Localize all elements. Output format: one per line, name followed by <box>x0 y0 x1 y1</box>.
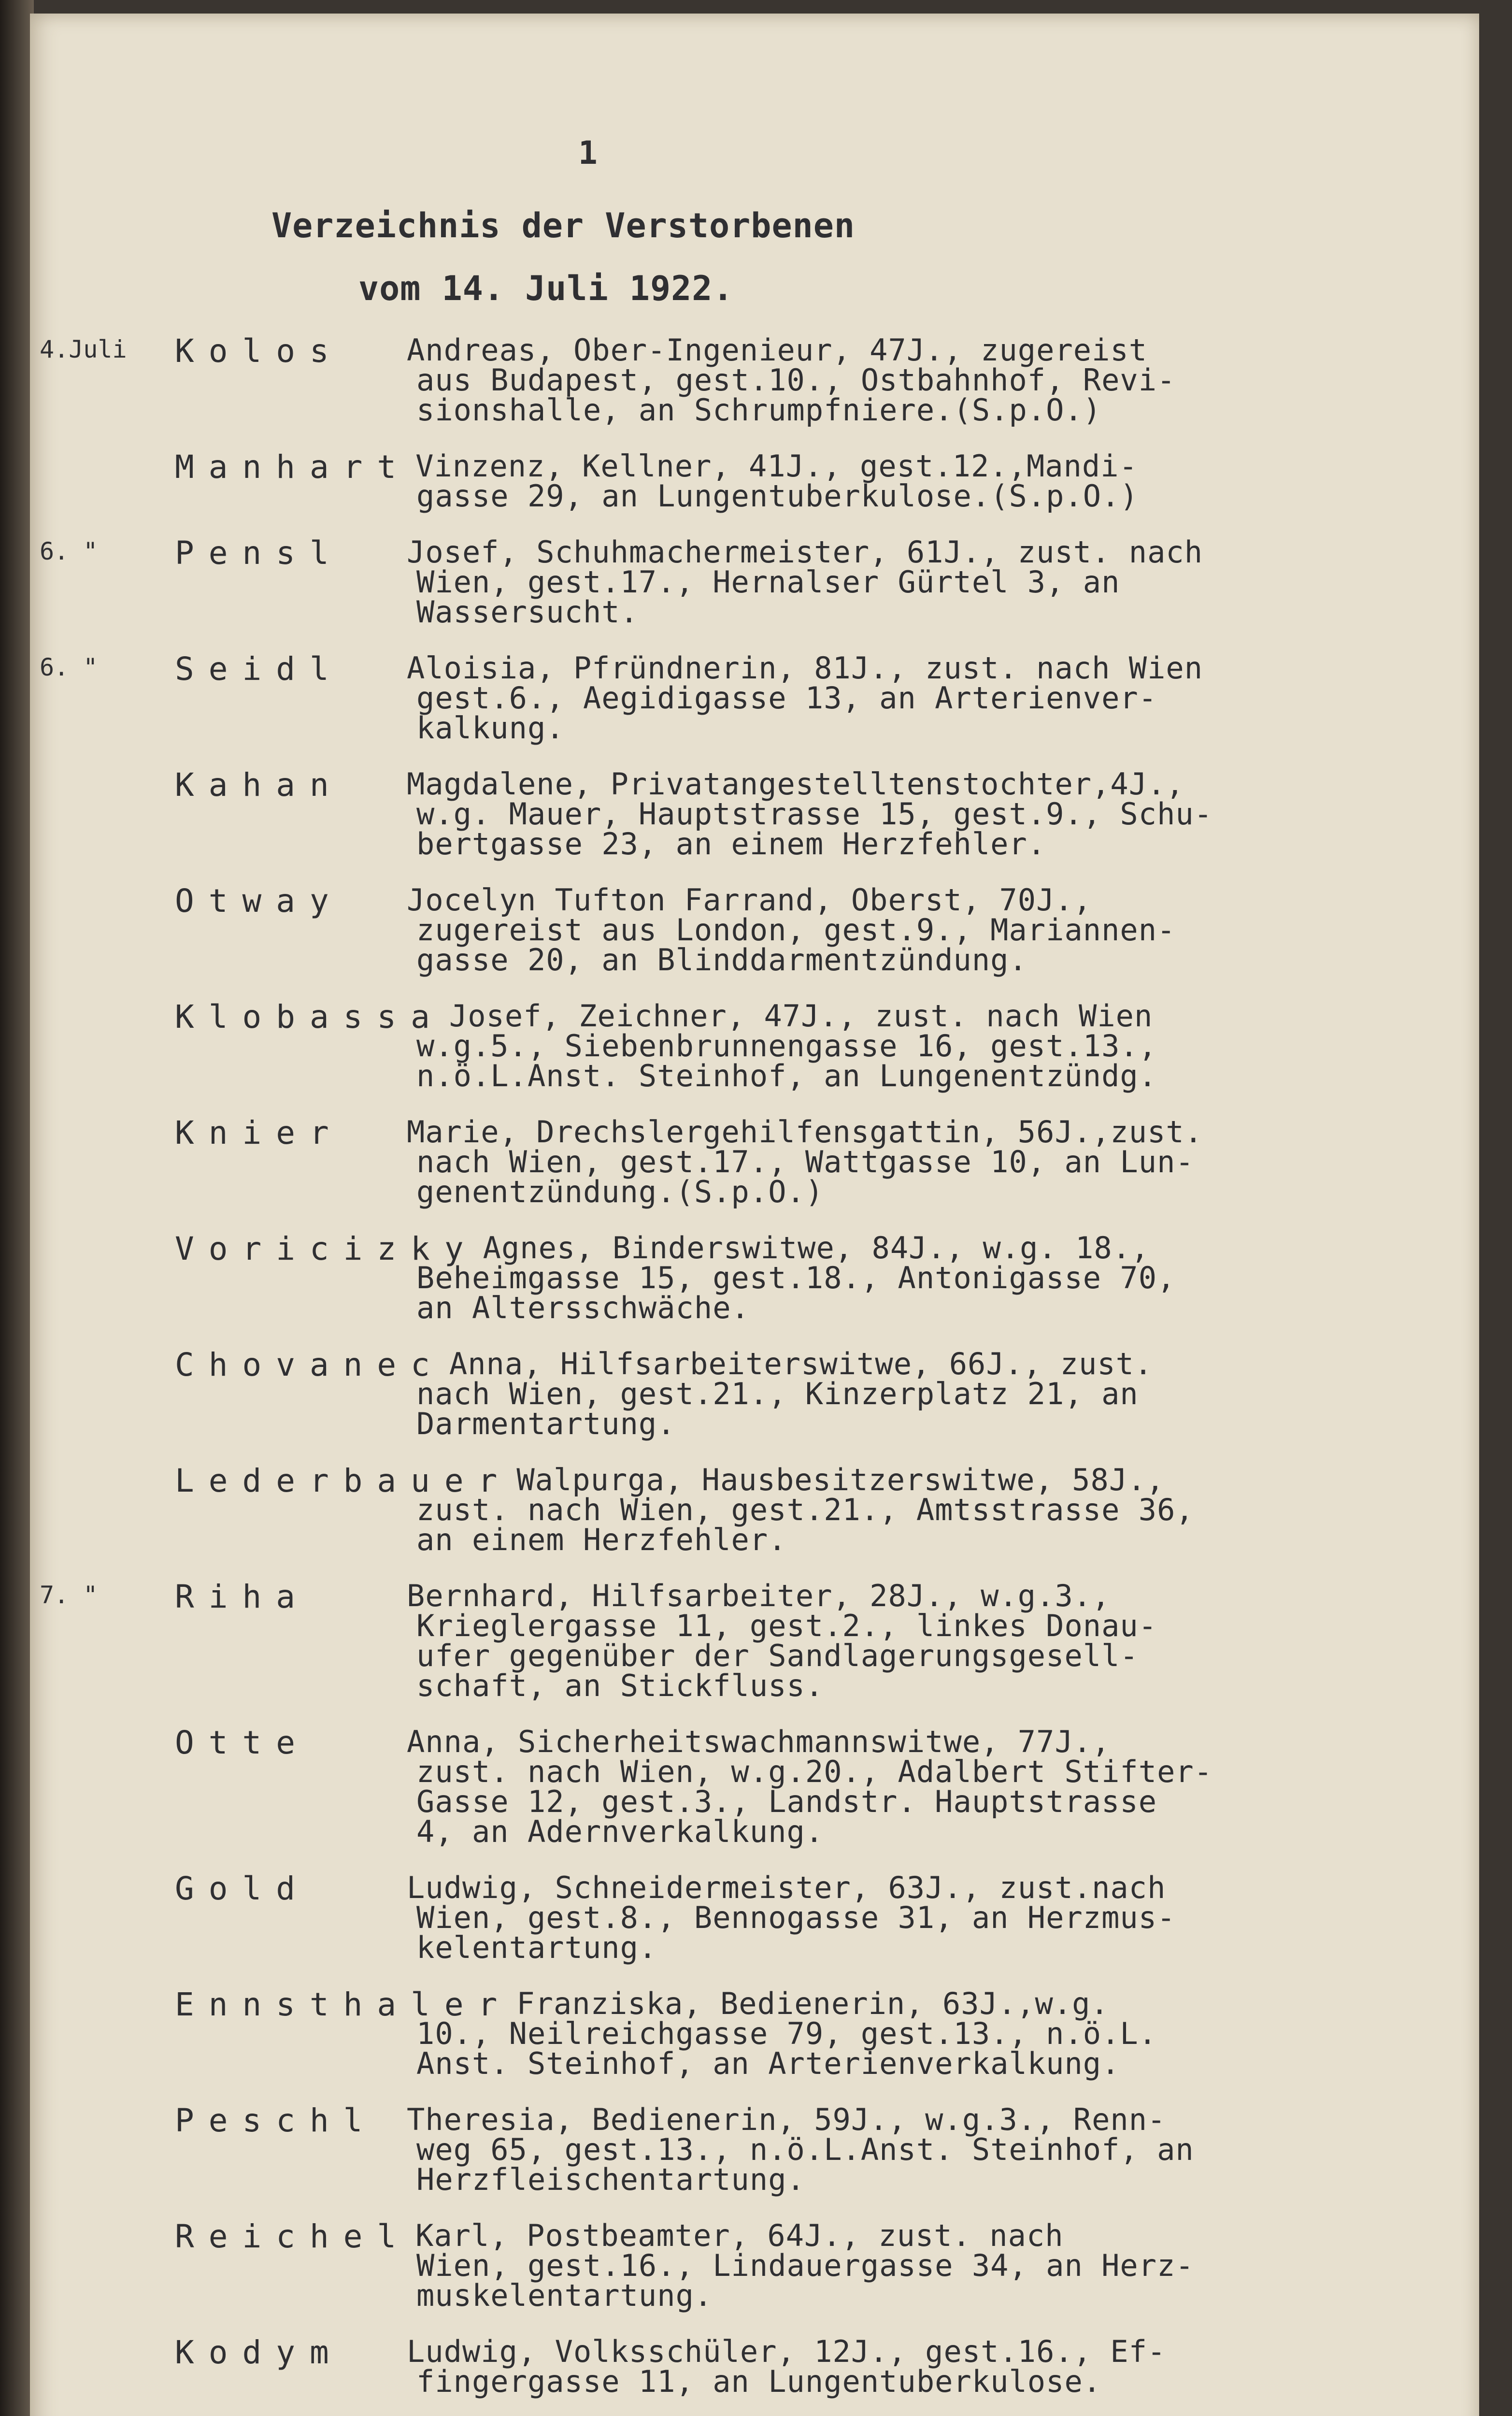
entry-text-line: aus Budapest, gest.10., Ostbahnhof, Revi- <box>416 362 1176 398</box>
entry-text-line: Beheimgasse 15, gest.18., Antonigasse 70, <box>416 1260 1176 1295</box>
entry-text-line: Magdalene, Privatangestelltenstochter,4J., <box>407 766 1184 802</box>
entry-text-line: Ludwig, Schneidermeister, 63J., zust.nach <box>407 1870 1166 1905</box>
entry-surname: Gold <box>175 1870 310 1907</box>
entry-date: 6. " <box>40 653 98 681</box>
entry-surname: Kodym <box>175 2334 343 2371</box>
entry-text-line: genentzündung.(S.p.O.) <box>416 1174 824 1209</box>
entry-text-line: n.ö.L.Anst. Steinhof, an Lungenentzündg. <box>416 1058 1157 1093</box>
entry-text-line: bertgasse 23, an einem Herzfehler. <box>416 826 1046 862</box>
entry-surname: Lederbauer <box>175 1462 512 1499</box>
entry-text-line: Aloisia, Pfründnerin, 81J., zust. nach Wien <box>407 650 1203 686</box>
entry-text-line: kalkung. <box>416 710 565 746</box>
entry-surname: Peschl <box>175 2102 377 2139</box>
entry-surname: Kolos <box>175 332 343 370</box>
entry-text-line: Anna, Sicherheitswachmannswitwe, 77J., <box>407 1724 1111 1759</box>
entry-text-line: fingergasse 11, an Lungentuberkulose. <box>416 2364 1102 2399</box>
entry-text-line: Anna, Hilfsarbeiterswitwe, 66J., zust. <box>449 1346 1153 1381</box>
entry-text-line: 10., Neilreichgasse 79, gest.13., n.ö.L. <box>416 2016 1157 2051</box>
entry-text-line: an Altersschwäche. <box>416 1290 750 1325</box>
entry-surname: Voricizky <box>175 1230 478 1267</box>
entry-text-line: Krieglergasse 11, gest.2., linkes Donau- <box>416 1608 1157 1643</box>
entry-surname: Otte <box>175 1724 310 1761</box>
entry-text-line: muskelentartung. <box>416 2278 713 2313</box>
entry-text-line: Herzfleischentartung. <box>416 2162 805 2197</box>
entry-text-line: Agnes, Binderswitwe, 84J., w.g. 18., <box>483 1230 1150 1266</box>
entry-text-line: zust. nach Wien, gest.21., Amtsstrasse 36, <box>416 1492 1194 1527</box>
entry-text-line: Marie, Drechslergehilfensgattin, 56J.,zust. <box>407 1114 1203 1150</box>
entry-date: 6. " <box>40 537 98 565</box>
entry-text-line: Gasse 12, gest.3., Landstr. Hauptstrasse <box>416 1784 1157 1819</box>
entry-text-line: Jocelyn Tufton Farrand, Oberst, 70J., <box>407 882 1092 918</box>
entry-text-line: Wien, gest.16., Lindauergasse 34, an Herz- <box>416 2248 1194 2283</box>
entry-surname: Riha <box>175 1578 310 1615</box>
entry-text-line: Bernhard, Hilfsarbeiter, 28J., w.g.3., <box>407 1578 1111 1613</box>
entry-text-line: w.g.5., Siebenbrunnengasse 16, gest.13., <box>416 1028 1157 1064</box>
entry-text-line: Josef, Schuhmachermeister, 61J., zust. nach <box>407 534 1203 570</box>
entry-surname: Reichel <box>175 2218 411 2255</box>
entry-text-line: gasse 20, an Blinddarmentzündung. <box>416 942 1027 978</box>
entry-text-line: Darmentartung. <box>416 1406 676 1441</box>
entry-text-line: weg 65, gest.13., n.ö.L.Anst. Steinhof, an <box>416 2132 1194 2167</box>
entry-text-line: Karl, Postbeamter, 64J., zust. nach <box>415 2218 1064 2253</box>
entry-date: 4.Juli <box>40 335 127 363</box>
entry-text-line: Ludwig, Volksschüler, 12J., gest.16., Ef- <box>407 2334 1166 2369</box>
page-title: Verzeichnis der Verstorbenen <box>271 206 856 245</box>
entry-text-line: Theresia, Bedienerin, 59J., w.g.3., Renn- <box>407 2102 1166 2137</box>
entry-surname: Manhart <box>175 448 411 486</box>
entry-date: 7. " <box>40 1581 98 1609</box>
book-binding <box>0 0 34 2416</box>
entry-text-line: schaft, an Stickfluss. <box>416 1668 824 1703</box>
entry-text-line: Wien, gest.17., Hernalser Gürtel 3, an <box>416 564 1120 600</box>
entry-text-line: 4, an Adernverkalkung. <box>416 1814 824 1849</box>
entry-text-line: Anst. Steinhof, an Arterienverkalkung. <box>416 2046 1120 2081</box>
entry-surname: Klobassa <box>175 998 444 1035</box>
entry-surname: Otway <box>175 882 343 920</box>
entry-text-line: Franziska, Bedienerin, 63J.,w.g. <box>516 1986 1109 2021</box>
entry-text-line: gasse 29, an Lungentuberkulose.(S.p.O.) <box>416 478 1139 514</box>
entry-text-line: nach Wien, gest.21., Kinzerplatz 21, an <box>416 1376 1139 1411</box>
entry-text-line: Josef, Zeichner, 47J., zust. nach Wien <box>449 998 1153 1034</box>
entry-text-line: ufer gegenüber der Sandlagerungsgesell- <box>416 1638 1139 1673</box>
entry-text-line: Wassersucht. <box>416 594 639 630</box>
entry-text-line: gest.6., Aegidigasse 13, an Arterienver- <box>416 680 1157 716</box>
entry-surname: Ennsthaler <box>175 1986 512 2023</box>
page-number: 1 <box>578 134 598 172</box>
page-subtitle: vom 14. Juli 1922. <box>358 269 734 308</box>
document-page <box>30 14 1479 2416</box>
entry-text-line: nach Wien, gest.17., Wattgasse 10, an Lun- <box>416 1144 1194 1179</box>
entry-surname: Chovanec <box>175 1346 444 1383</box>
entry-text-line: zugereist aus London, gest.9., Mariannen- <box>416 912 1176 948</box>
entry-text-line: an einem Herzfehler. <box>416 1522 787 1557</box>
entry-text-line: w.g. Mauer, Hauptstrasse 15, gest.9., Schu- <box>416 796 1213 832</box>
entry-text-line: sionshalle, an Schrumpfniere.(S.p.O.) <box>416 392 1102 428</box>
entry-surname: Seidl <box>175 650 343 688</box>
entry-surname: Kahan <box>175 766 343 804</box>
entry-text-line: Andreas, Ober-Ingenieur, 47J., zugereist <box>407 332 1148 368</box>
entry-text-line: zust. nach Wien, w.g.20., Adalbert Stifter- <box>416 1754 1213 1789</box>
entry-text-line: Walpurga, Hausbesitzerswitwe, 58J., <box>516 1462 1165 1497</box>
entry-text-line: Vinzenz, Kellner, 41J., gest.12.,Mandi- <box>415 448 1138 484</box>
entry-text-line: Wien, gest.8., Bennogasse 31, an Herzmus- <box>416 1900 1176 1935</box>
entry-surname: Knier <box>175 1114 343 1151</box>
entry-text-line: kelentartung. <box>416 1930 657 1965</box>
entry-surname: Pensl <box>175 534 343 572</box>
